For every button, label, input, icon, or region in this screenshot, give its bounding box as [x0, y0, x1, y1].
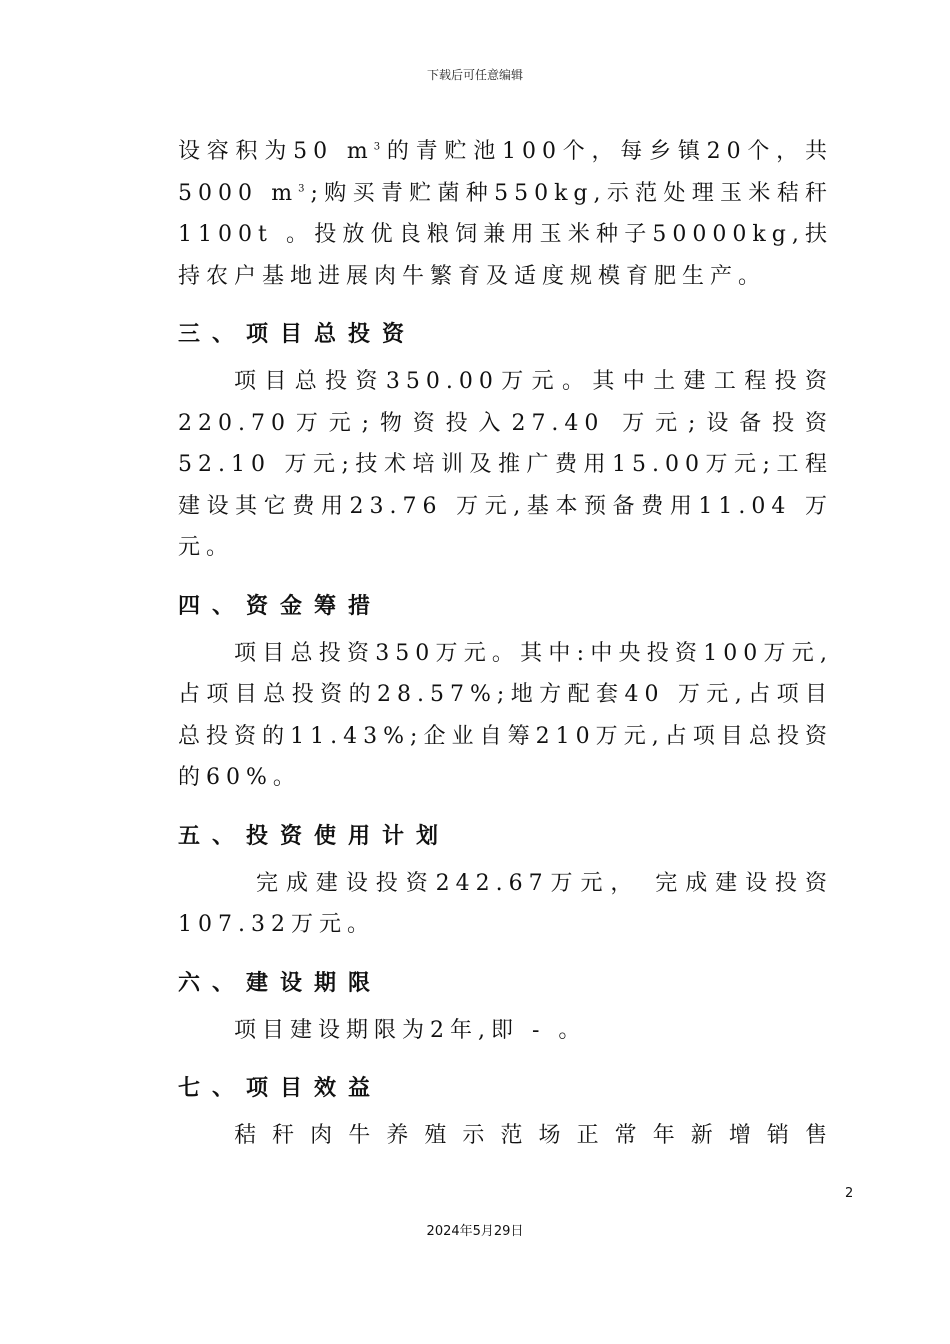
heading-project-benefit: 七、项目效益 [178, 1076, 383, 1101]
paragraph-construction-period: 项目建设期限为2年,即 - 。 [234, 1017, 587, 1043]
heading-construction-period: 六、建设期限 [178, 970, 383, 996]
text-run: 共5000 m [178, 139, 833, 206]
superscript: 3 [373, 141, 387, 153]
paragraph-fund-raising: 项目总投资350万元。其中:中央投资100万元,占项目总投资的28.57%;地方配套40 万元,占项目总投资的11.43%;企业自筹210万元,占项目总投资的60%。 [178, 640, 833, 790]
text-run: ;购买青贮菌种550kg,示范处理玉米 [310, 180, 777, 206]
paragraph-total-investment: 项目总投资350.00万元。其中土建工程投资220.70万元;物资投入27.40 万元;设备投资52.10 万元;技术培训及推广费用15.00万元;工程建设其它费用23.76 万元,基本预备费用11.04 万元。 [178, 369, 833, 560]
paragraph-project-benefit: 秸秆肉牛养殖示范场正常年新增销售 [234, 1123, 833, 1148]
text-run: 设容积为50 m [178, 139, 374, 164]
text-run: 的青贮池100个，每乡镇20个， [386, 139, 805, 164]
document-body [178, 131, 833, 1157]
paragraph-facilities [178, 131, 833, 297]
heading-fund-raising: 四、资金筹措 [178, 593, 383, 619]
text-run: 秸秆1100t 。投放优良粮饲兼用玉米种子50000kg,扶持农户基地进展肉牛繁育及适度规模育肥生产。 [178, 180, 833, 289]
page-number: 2 [845, 1186, 854, 1201]
superscript: 3 [298, 183, 311, 195]
paragraph-investment-plan: 完成建设投资242.67万元， 完成建设投资107.32万元。 [178, 870, 833, 937]
heading-total-investment: 三、项目总投资 [178, 322, 417, 347]
page-header: 下载后可任意编辑 [426, 68, 523, 82]
heading-investment-plan: 五、投资使用计划 [178, 823, 451, 849]
page-footer-date: 2024年5月29日 [426, 1224, 524, 1239]
